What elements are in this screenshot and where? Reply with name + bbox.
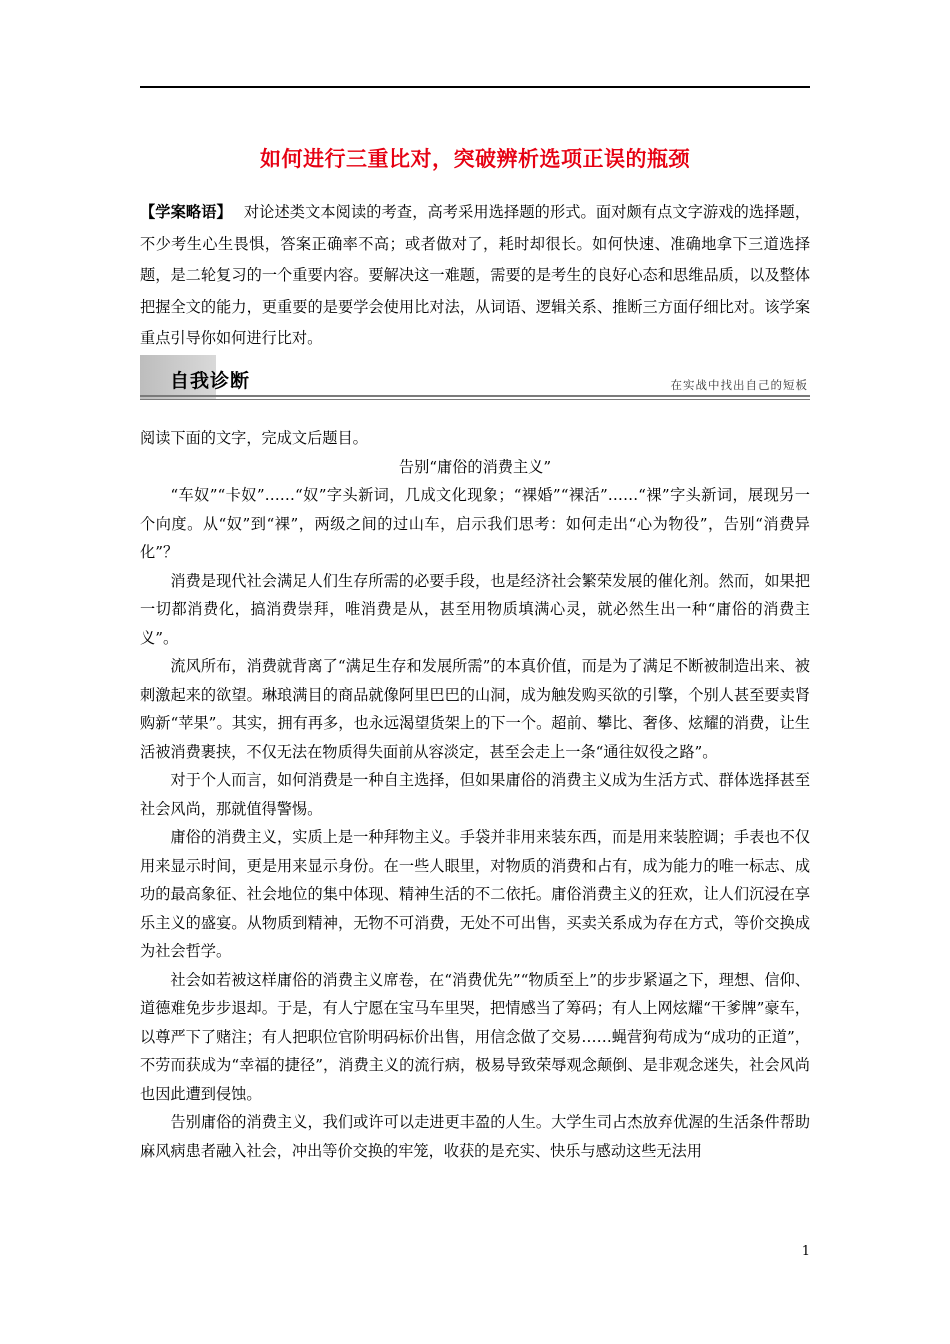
paragraph-6: 社会如若被这样庸俗的消费主义席卷，在“消费优先”“物质至上”的步步紧逼之下，理想、信仰、道德难免步步退却。于是，有人宁愿在宝马车里哭，把情感当了筹码；有人上网炫耀“干爹牌”豪车，以尊严下了赌注；有人把职位官阶明码标价出售，用信念做了交易……蝇营狗苟成为“成功的正道”，不劳而获成为“幸福的捷径”，消费主义的流行病，极易导致荣辱观念颠倒、是非观念迷失，社会风尚也因此遭到侵蚀。 <box>140 970 810 1103</box>
summary-tag: 【学案略语】 <box>140 203 232 221</box>
reading-instruction: 阅读下面的文字，完成文后题目。 <box>140 429 368 447</box>
paragraph-2: 消费是现代社会满足人们生存所需的必要手段，也是经济社会繁荣发展的催化剂。然而，如果把一切都消费化，搞消费崇拜，唯消费是从，甚至用物质填满心灵，就必然生出一种“庸俗的消费主义”。 <box>140 571 810 647</box>
page-title: 如何进行三重比对，突破辨析选项正误的瓶颈 <box>260 147 690 171</box>
paragraph-4: 对于个人而言，如何消费是一种自主选择，但如果庸俗的消费主义成为生活方式、群体选择甚至社会风尚，那就值得警惕。 <box>140 771 810 818</box>
section-rule-thick <box>140 395 810 397</box>
section-rule-thin <box>140 399 810 400</box>
section-header <box>140 355 810 399</box>
summary-text: 对论述类文本阅读的考查，高考采用选择题的形式。面对颇有点文字游戏的选择题，不少考生心生畏惧，答案正确率不高；或者做对了，耗时却很长。如何快速、准确地拿下三道选择题，是二轮复习的一个重要内容。要解决这一难题，需要的是考生的良好心态和思维品质，以及整体把握全文的能力，更重要的是要学会使用比对法，从词语、逻辑关系、推断三方面仔细比对。该学案重点引导你如何进行比对。 <box>140 203 811 347</box>
section-label: 自我诊断 <box>170 370 251 392</box>
article-body <box>140 424 810 1165</box>
paragraph-1: “车奴”“卡奴”……“奴”字头新词，几成文化现象；“裸婚”“裸活”……“裸”字头新词，展现另一个向度。从“奴”到“裸”，两级之间的过山车，启示我们思考：如何走出“心为物役”，告别“消费异化”？ <box>140 486 810 561</box>
paragraph-5: 庸俗的消费主义，实质上是一种拜物主义。手袋并非用来装东西，而是用来装腔调；手表也不仅用来显示时间，更是用来显示身份。在一些人眼里，对物质的消费和占有，成为能力的唯一标志、成功的最高象征、社会地位的集中体现、精神生活的不二依托。庸俗消费主义的狂欢，让人们沉浸在享乐主义的盛宴。从物质到精神，无物不可消费，无处不可出售，买卖关系成为存在方式，等价交换成为社会哲学。 <box>140 828 810 960</box>
paragraph-3: 流风所布，消费就背离了“满足生存和发展所需”的本真价值，而是为了满足不断被制造出来、被刺激起来的欲望。琳琅满目的商品就像阿里巴巴的山洞，成为触发购买欲的引擎，个别人甚至要卖肾购新“苹果”。其实，拥有再多，也永远渴望货架上的下一个。超前、攀比、奢侈、炫耀的消费，让生活被消费裹挟，不仅无法在物质得失面前从容淡定，甚至会走上一条“通往奴役之路”。 <box>140 657 810 761</box>
article-title: 告别“庸俗的消费主义” <box>398 457 552 476</box>
study-summary <box>140 197 810 355</box>
paragraph-7: 告别庸俗的消费主义，我们或许可以走进更丰盈的人生。大学生司占杰放弃优渥的生活条件帮助麻风病患者融入社会，冲出等价交换的牢笼，收获的是充实、快乐与感动这些无法用 <box>140 1113 810 1160</box>
page-number: 1 <box>801 1244 810 1259</box>
section-subtitle: 在实战中找出自己的短板 <box>670 378 808 392</box>
header-rule <box>140 86 810 88</box>
